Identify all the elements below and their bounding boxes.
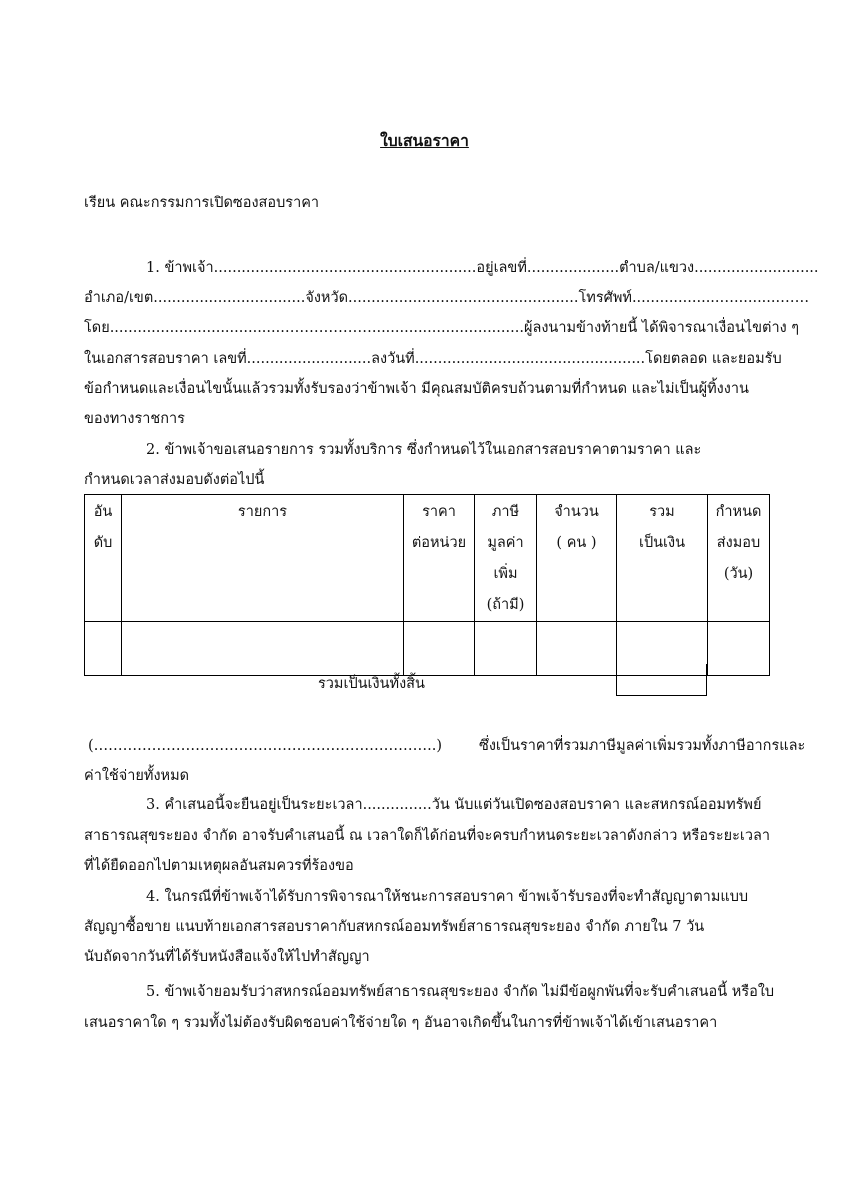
header-vat-line2: มูลค่า xyxy=(487,535,524,551)
header-quantity-line1: จำนวน xyxy=(554,504,599,520)
amount-note: ซึ่งเป็นราคาที่รวมภาษีมูลค่าเพิ่มรวมทั้งภาษีอากรและ xyxy=(479,738,806,754)
header-item xyxy=(122,495,404,622)
table-cell-quantity[interactable] xyxy=(537,622,617,676)
section4-line1: 4. ในกรณีที่ข้าพเจ้าได้รับการพิจารณาให้ชนะการสอบราคา ข้าพเจ้ารับรองที่จะทำสัญญาตามแบบ xyxy=(146,889,749,905)
section4-line2: สัญญาซื้อขาย แนบท้ายเอกสารสอบราคากับสหกรณ์ออมทรัพย์สาธารณสุขระยอง จำกัด ภายใน 7 วัน xyxy=(84,919,705,935)
header-total xyxy=(617,495,708,622)
section3-line3: ที่ได้ยืดออกไปตามเหตุผลอันสมควรที่ร้องขอ xyxy=(84,858,354,874)
header-vat xyxy=(475,495,537,622)
header-quantity xyxy=(537,495,617,622)
section1-line6: ของทางราชการ xyxy=(84,411,185,427)
page-title: ใบเสนอราคา xyxy=(380,131,469,150)
quotation-table xyxy=(84,494,770,676)
header-total-line2: เป็นเงิน xyxy=(638,535,686,551)
header-total-line1: รวม xyxy=(649,504,675,520)
section1-line2: อำเภอ/เขต.................................จังหวัด..................................................โทรศัพท์...................…..........…… xyxy=(84,290,810,306)
header-delivery-line1: กำหนด xyxy=(715,504,762,520)
header-vat-line1: ภาษี xyxy=(491,504,520,520)
section5-line2: เสนอราคาใด ๆ รวมทั้งไม่ต้องรับผิดชอบค่าใช้จ่ายใด ๆ อันอาจเกิดขึ้นในการที่ข้าพเจ้าได้เข้าเสนอราคา xyxy=(84,1015,718,1031)
section1-line5: ข้อกำหนดและเงื่อนไขนั้นแล้วรวมทั้งรับรองว่าข้าพเจ้า มีคุณสมบัติครบถ้วนตามที่กำหนด และไม่เป็นผู้ทิ้งงาน xyxy=(84,381,749,397)
section4-line3: นับถัดจากวันที่ได้รับหนังสือแจ้งให้ไปทำสัญญา xyxy=(84,949,370,965)
header-order-line1: อัน xyxy=(93,504,113,520)
section2-line1: 2. ข้าพเจ้าขอเสนอรายการ รวมทั้งบริการ ซึ่งกำหนดไว้ในเอกสารสอบราคาตามราคา และ xyxy=(146,442,702,458)
section3-line2: สาธารณสุขระยอง จำกัด อาจรับคำเสนอนี้ ณ เวลาใดก็ได้ก่อนที่จะครบกำหนดระยะเวลาดังกล่าว หรือระยะเวลา xyxy=(84,828,771,844)
salutation: เรียน คณะกรรมการเปิดซองสอบราคา xyxy=(84,195,320,211)
table-cell-delivery[interactable] xyxy=(708,622,770,676)
section1-line4: ในเอกสารสอบราคา เลขที่...........................ลงวันที่..................................................โดยตลอด และยอมรับ xyxy=(84,351,782,367)
section2-line2: กำหนดเวลาส่งมอบดังต่อไปนี้ xyxy=(84,472,265,488)
header-item-line1: รายการ xyxy=(237,504,288,520)
table-header-row xyxy=(85,495,770,622)
section5-line1: 5. ข้าพเจ้ายอมรับว่าสหกรณ์ออมทรัพย์สาธารณสุขระยอง จำกัด ไม่มีข้อผูกพันที่จะรับคำเสนอนี้ หรือใบ xyxy=(146,984,775,1000)
amount-words-blank: (……………………………………………………………..) xyxy=(88,738,443,754)
header-unit-price-line1: ราคา xyxy=(422,504,456,520)
table-cell-order[interactable] xyxy=(85,622,122,676)
table-cell-item[interactable] xyxy=(122,622,404,676)
header-order xyxy=(85,495,122,622)
header-vat-line4: (ถ้ามี) xyxy=(486,597,525,613)
header-unit-price xyxy=(404,495,475,622)
header-vat-line3: เพิ่ม xyxy=(493,566,518,582)
header-delivery xyxy=(708,495,770,622)
grand-total-label: รวมเป็นเงินทั้งสิ้น xyxy=(318,676,425,692)
header-unit-price-line2: ต่อหน่วย xyxy=(411,535,467,551)
table-cell-vat[interactable] xyxy=(475,622,537,676)
section1-line1: 1. ข้าพเจ้า.........................................................อยู่เลขที่....................ตำบล/แขวง........................... xyxy=(146,260,819,276)
grand-total-box[interactable] xyxy=(616,664,707,696)
table-cell-unit-price[interactable] xyxy=(404,622,475,676)
section3-line1: 3. คำเสนอนี้จะยืนอยู่เป็นระยะเวลา...............วัน นับแต่วันเปิดซองสอบราคา และสหกรณ์ออมทรัพย์ xyxy=(146,797,762,813)
section1-line3: โดย......................................……………….................................ผู้ลงนามข้างท้ายนี้ ได้พิจารณาเงื่อนไขต่าง ๆ xyxy=(84,320,800,336)
header-quantity-line2: ( คน ) xyxy=(556,535,597,551)
header-delivery-line3: (วัน) xyxy=(723,566,754,582)
header-delivery-line2: ส่งมอบ xyxy=(716,535,761,551)
amount-note-cont: ค่าใช้จ่ายทั้งหมด xyxy=(84,768,190,784)
header-order-line2: ดับ xyxy=(93,535,113,551)
